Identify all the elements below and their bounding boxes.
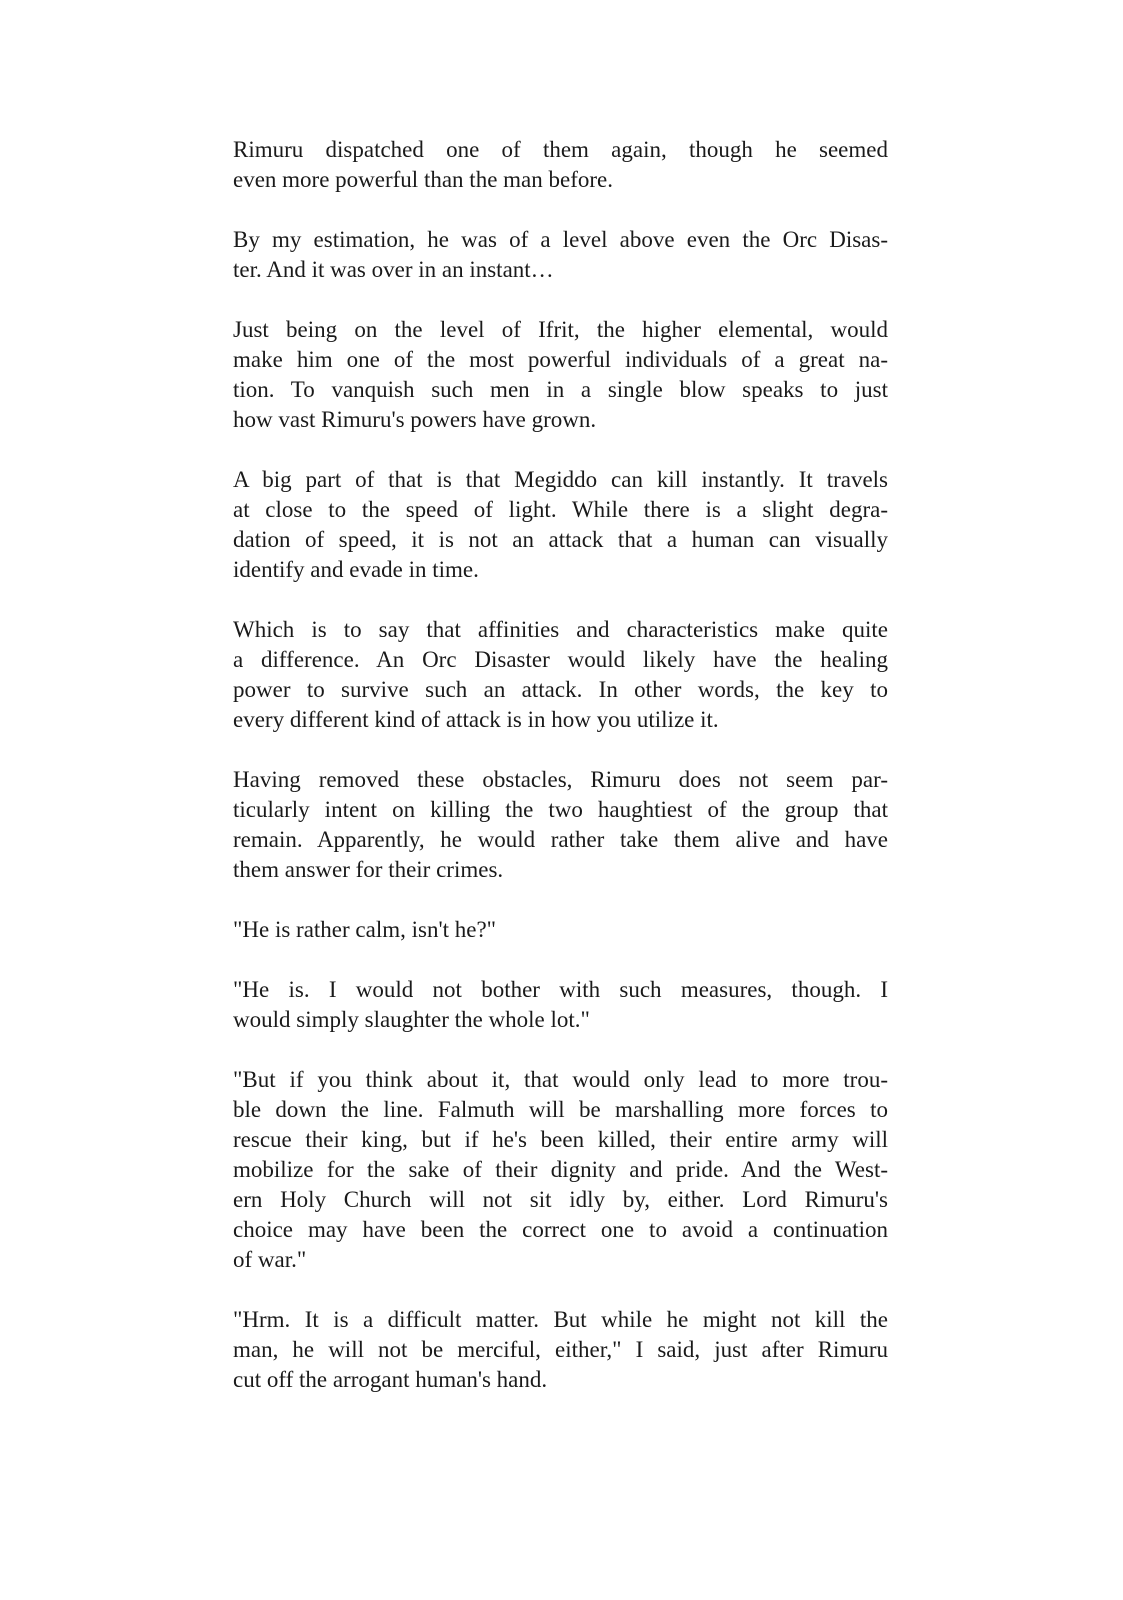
text-line: "He is rather calm, isn't he?" (233, 917, 497, 942)
paragraph (233, 1065, 888, 1275)
text-line: ble down the line. Falmuth will be marshalling more forces to (233, 1097, 888, 1122)
text-line: them answer for their crimes. (233, 857, 504, 882)
text-line: how vast Rimuru's powers have grown. (233, 407, 597, 432)
text-line: identify and evade in time. (233, 557, 479, 582)
text-line: would simply slaughter the whole lot." (233, 1007, 590, 1032)
text-line: tion. To vanquish such men in a single blow speaks to just (233, 377, 888, 402)
text-line: every different kind of attack is in how you utilize it. (233, 707, 719, 732)
text-line: Having removed these obstacles, Rimuru does not seem par- (233, 767, 888, 792)
text-line: cut off the arrogant human's hand. (233, 1367, 548, 1392)
text-line: Rimuru dispatched one of them again, though he seemed (233, 137, 888, 162)
text-line: Which is to say that affinities and characteristics make quite (233, 617, 888, 642)
text-line: a difference. An Orc Disaster would likely have the healing (233, 647, 888, 672)
paragraph (233, 315, 888, 435)
text-line: even more powerful than the man before. (233, 167, 613, 192)
text-line: mobilize for the sake of their dignity and pride. And the West- (233, 1157, 888, 1182)
text-line: A big part of that is that Megiddo can kill instantly. It travels (233, 467, 888, 492)
paragraph (233, 225, 888, 285)
paragraph (233, 765, 888, 885)
text-line: choice may have been the correct one to avoid a continuation (233, 1217, 888, 1242)
text-line: power to survive such an attack. In other words, the key to (233, 677, 888, 702)
text-line: By my estimation, he was of a level above even the Orc Disas- (233, 227, 888, 252)
text-column (233, 135, 888, 1395)
paragraph (233, 975, 888, 1035)
text-line: at close to the speed of light. While there is a slight degra- (233, 497, 888, 522)
text-line: Just being on the level of Ifrit, the higher elemental, would (233, 317, 888, 342)
text-line: ern Holy Church will not sit idly by, either. Lord Rimuru's (233, 1187, 888, 1212)
text-line: dation of speed, it is not an attack that a human can visually (233, 527, 888, 552)
text-line: "He is. I would not bother with such measures, though. I (233, 977, 888, 1002)
text-line: of war." (233, 1247, 307, 1272)
paragraph (233, 915, 888, 945)
text-line: ter. And it was over in an instant… (233, 257, 554, 282)
paragraph (233, 135, 888, 195)
paragraph (233, 615, 888, 735)
text-line: "Hrm. It is a difficult matter. But while he might not kill the (233, 1307, 888, 1332)
paragraph (233, 465, 888, 585)
text-line: make him one of the most powerful individuals of a great na- (233, 347, 888, 372)
text-line: "But if you think about it, that would only lead to more trou- (233, 1067, 888, 1092)
text-line: ticularly intent on killing the two haughtiest of the group that (233, 797, 888, 822)
text-line: rescue their king, but if he's been killed, their entire army will (233, 1127, 888, 1152)
paragraph (233, 1305, 888, 1395)
text-line: man, he will not be merciful, either," I said, just after Rimuru (233, 1337, 888, 1362)
text-line: remain. Apparently, he would rather take them alive and have (233, 827, 888, 852)
